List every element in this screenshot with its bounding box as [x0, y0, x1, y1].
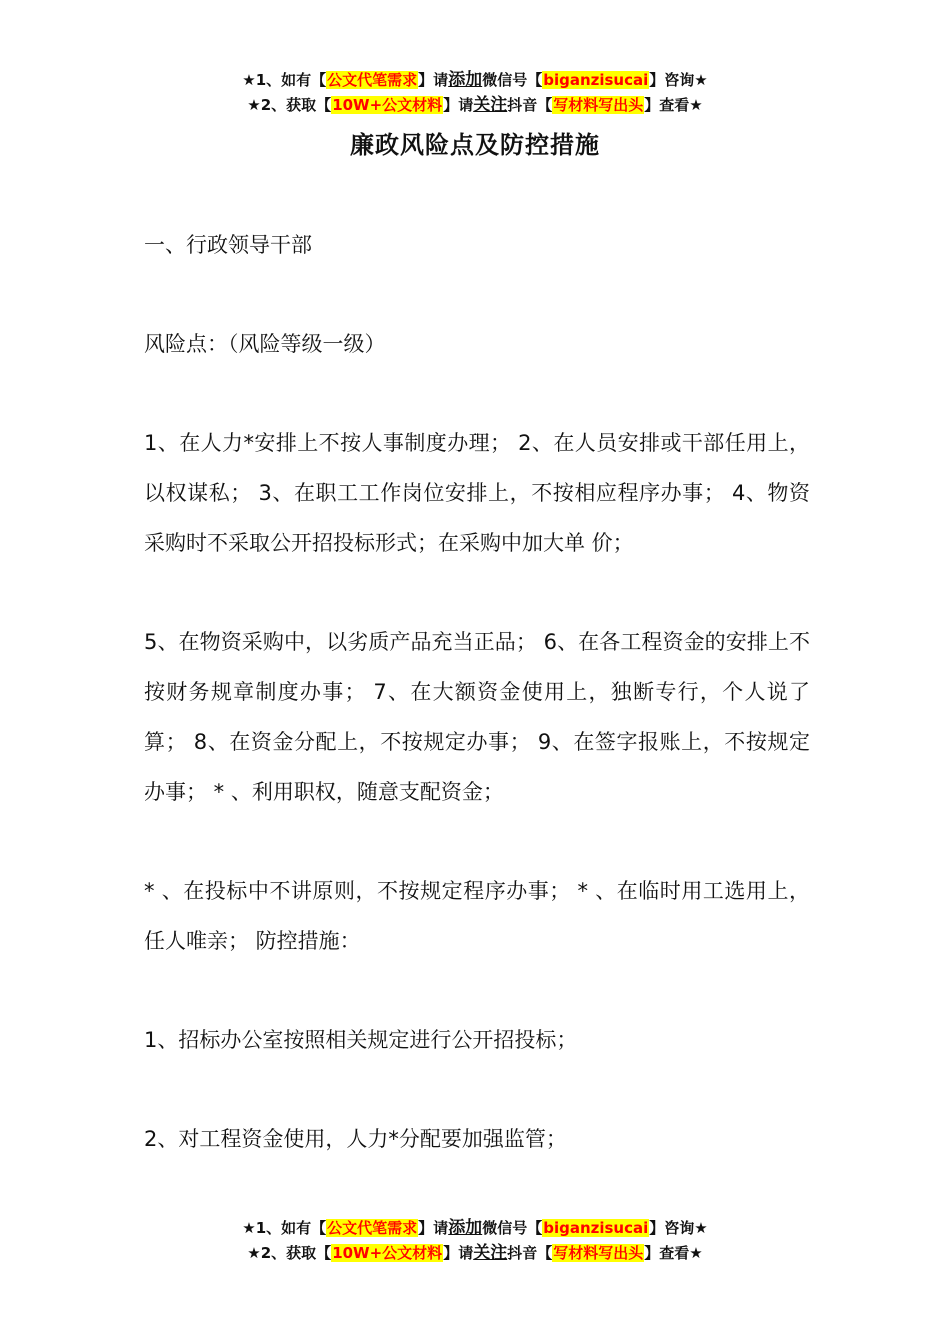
underlined-follow: 关注 — [473, 1243, 508, 1263]
risk-paragraph-2: 5、在物资采购中，以劣质产品充当正品； 6、在各工程资金的安排上不按财务规章制度办事； 7、在大额资金使用上，独断专行，个人说了算； 8、在资金分配上，不按规定办事； 9、在签字报账上，不按规定办事； * 、利用职权，随意支配资金； — [144, 630, 810, 804]
highlight-need: 公文代笔需求 — [327, 1219, 418, 1237]
highlight-wechat-id: biganzisucai — [543, 1219, 649, 1237]
risk-label: 风险点：（风险等级一级） — [144, 332, 386, 356]
promo-line-2: ★2、获取【10W+公文材料】请关注抖音【写材料写出头】查看★ — [247, 1243, 703, 1263]
risk-paragraph-1: 1、在人力*安排上不按人事制度办理； 2、在人员安排或干部任用上，以权谋私； 3、在职工工作岗位安排上，不按相应程序办事； 4、物资采购时不采取公开招投标形式；在采购中加大单 价； — [144, 431, 810, 555]
promo-line-1: ★1、如有【公文代笔需求】请添加微信号【biganzisucai】咨询★ — [242, 1218, 708, 1238]
promo-banner-top — [0, 68, 950, 118]
highlight-douyin: 写材料写出头 — [553, 96, 644, 114]
underlined-add: 添加 — [448, 1218, 483, 1238]
risk-paragraph-3: * 、在投标中不讲原则，不按规定程序办事； * 、在临时用工选用上，任人唯亲； 防控措施： — [144, 879, 810, 953]
underlined-add: 添加 — [448, 70, 483, 90]
section-heading: 一、行政领导干部 — [144, 233, 312, 257]
document-title: 廉政风险点及防控措施 — [350, 131, 600, 159]
measure-item-2: 2、对工程资金使用，人力*分配要加强监管； — [144, 1127, 567, 1151]
underlined-follow: 关注 — [473, 95, 508, 115]
promo-line-1: ★1、如有【公文代笔需求】请添加微信号【biganzisucai】咨询★ — [242, 70, 708, 90]
promo-line-2: ★2、获取【10W+公文材料】请关注抖音【写材料写出头】查看★ — [247, 95, 703, 115]
highlight-need: 公文代笔需求 — [327, 71, 418, 89]
highlight-douyin: 写材料写出头 — [553, 1244, 644, 1262]
highlight-materials: 10W+公文材料 — [332, 96, 443, 114]
measure-item-1: 1、招标办公室按照相关规定进行公开招投标； — [144, 1028, 578, 1052]
highlight-materials: 10W+公文材料 — [332, 1244, 443, 1262]
promo-banner-bottom — [0, 1216, 950, 1266]
highlight-wechat-id: biganzisucai — [543, 71, 649, 89]
